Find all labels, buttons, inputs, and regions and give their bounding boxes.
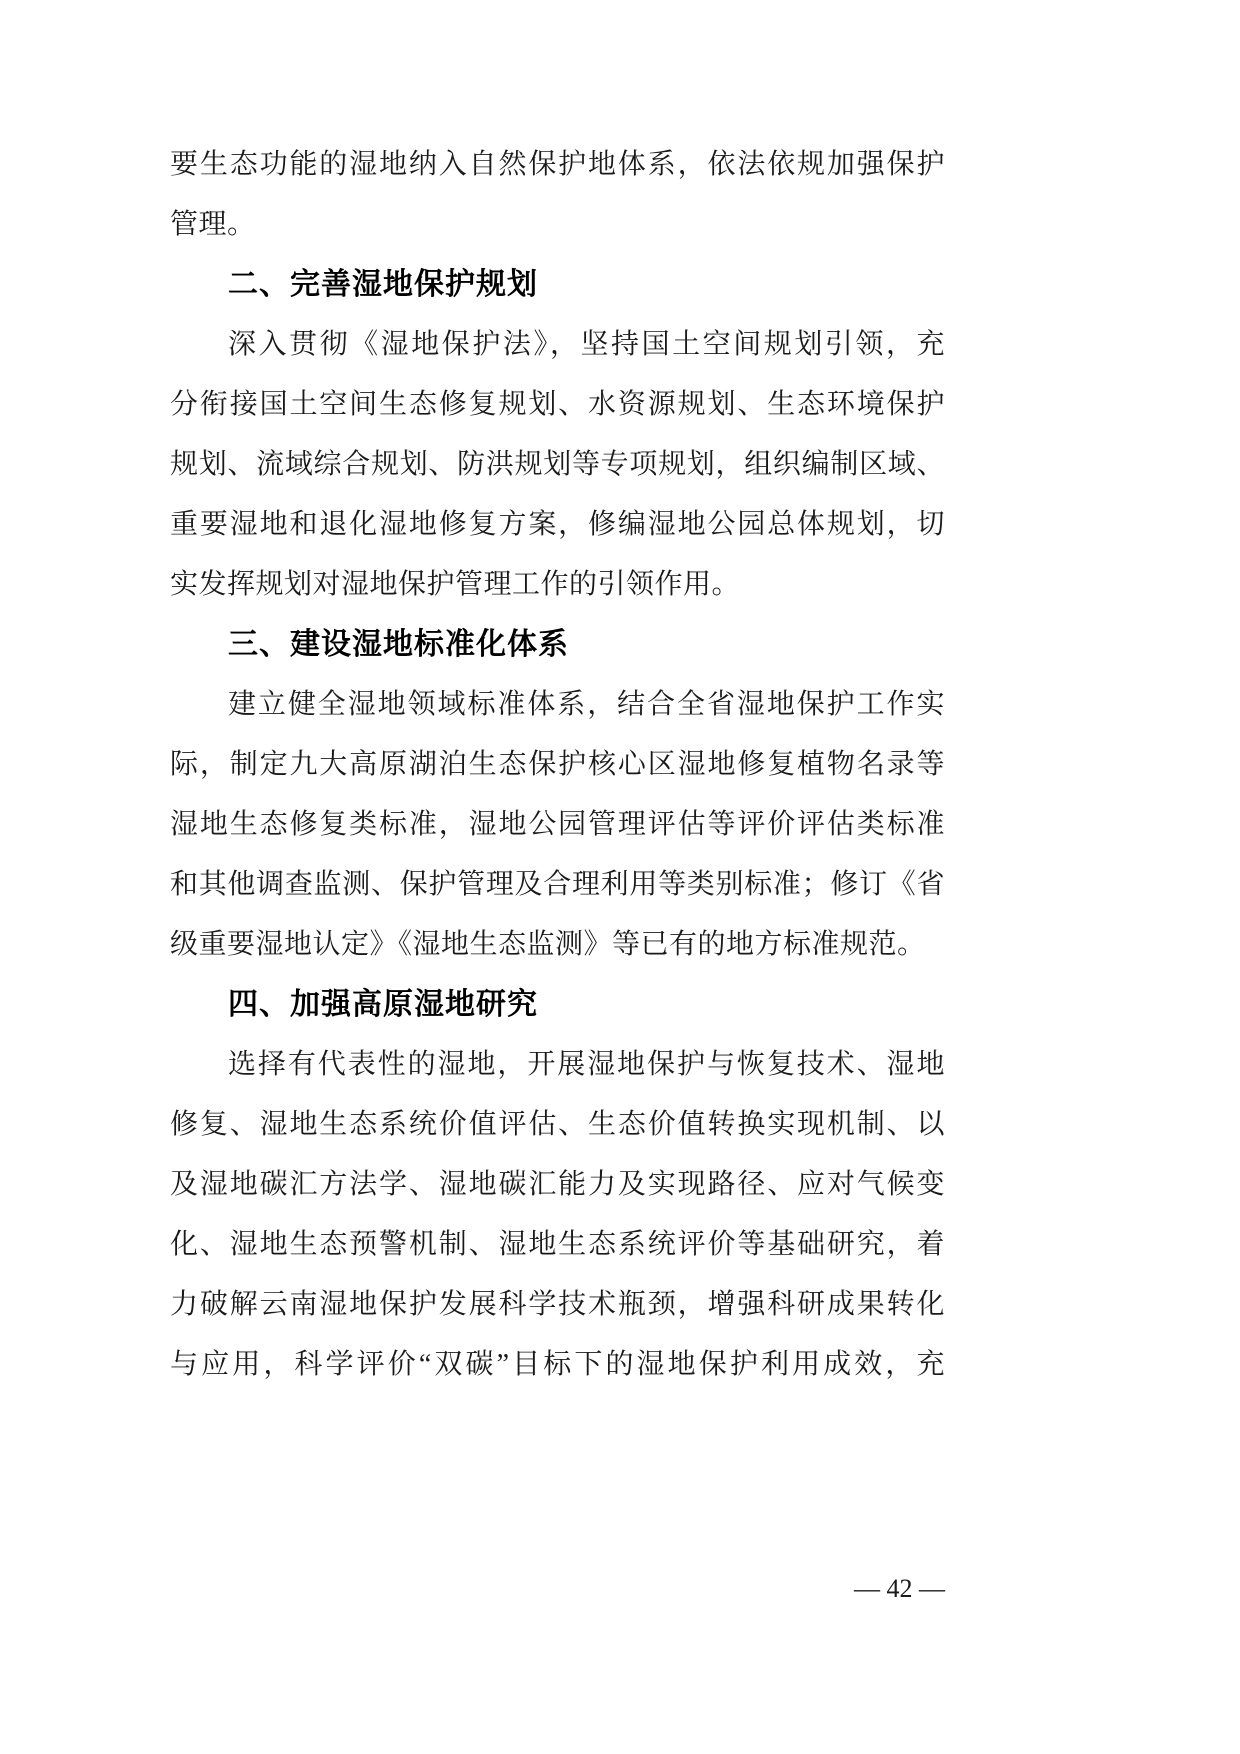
text-line: 管理。 (170, 209, 256, 240)
section-heading: 二、完善湿地保护规划 (228, 268, 538, 301)
text-line: 及湿地碳汇方法学、湿地碳汇能力及实现路径、应对气候变 (170, 1169, 945, 1200)
text-line: 级重要湿地认定》《湿地生态监测》等已有的地方标准规范。 (170, 929, 926, 960)
section-heading: 三、建设湿地标准化体系 (228, 628, 569, 661)
text-line: 和其他调查监测、保护管理及合理利用等类别标准；修订《省 (170, 869, 945, 900)
text-line: 分衔接国土空间生态修复规划、水资源规划、生态环境保护 (170, 389, 945, 420)
text-line: 要生态功能的湿地纳入自然保护地体系，依法依规加强保护 (170, 149, 945, 180)
text-line: 际，制定九大高原湖泊生态保护核心区湿地修复植物名录等 (170, 749, 945, 780)
text-line: 力破解云南湿地保护发展科学技术瓶颈，增强科研成果转化 (170, 1289, 945, 1320)
document-body (170, 135, 945, 1395)
text-line: 重要湿地和退化湿地修复方案，修编湿地公园总体规划，切 (170, 509, 945, 540)
text-line: 湿地生态修复类标准，湿地公园管理评估等评价评估类标准 (170, 809, 945, 840)
text-line: 深入贯彻《湿地保护法》，坚持国土空间规划引领，充 (228, 329, 945, 360)
text-line: 化、湿地生态预警机制、湿地生态系统评价等基础研究，着 (170, 1229, 945, 1260)
text-line: 选择有代表性的湿地，开展湿地保护与恢复技术、湿地 (228, 1049, 945, 1080)
text-line: 建立健全湿地领域标准体系，结合全省湿地保护工作实 (228, 689, 945, 720)
text-line: 与应用，科学评价“双碳”目标下的湿地保护利用成效，充 (170, 1349, 945, 1380)
text-line: 规划、流域综合规划、防洪规划等专项规划，组织编制区域、 (170, 449, 945, 480)
text-line: 实发挥规划对湿地保护管理工作的引领作用。 (170, 569, 741, 600)
page-number: — 42 — (854, 1574, 945, 1603)
text-line: 修复、湿地生态系统价值评估、生态价值转换实现机制、以 (170, 1109, 945, 1140)
section-heading: 四、加强高原湿地研究 (228, 988, 538, 1021)
